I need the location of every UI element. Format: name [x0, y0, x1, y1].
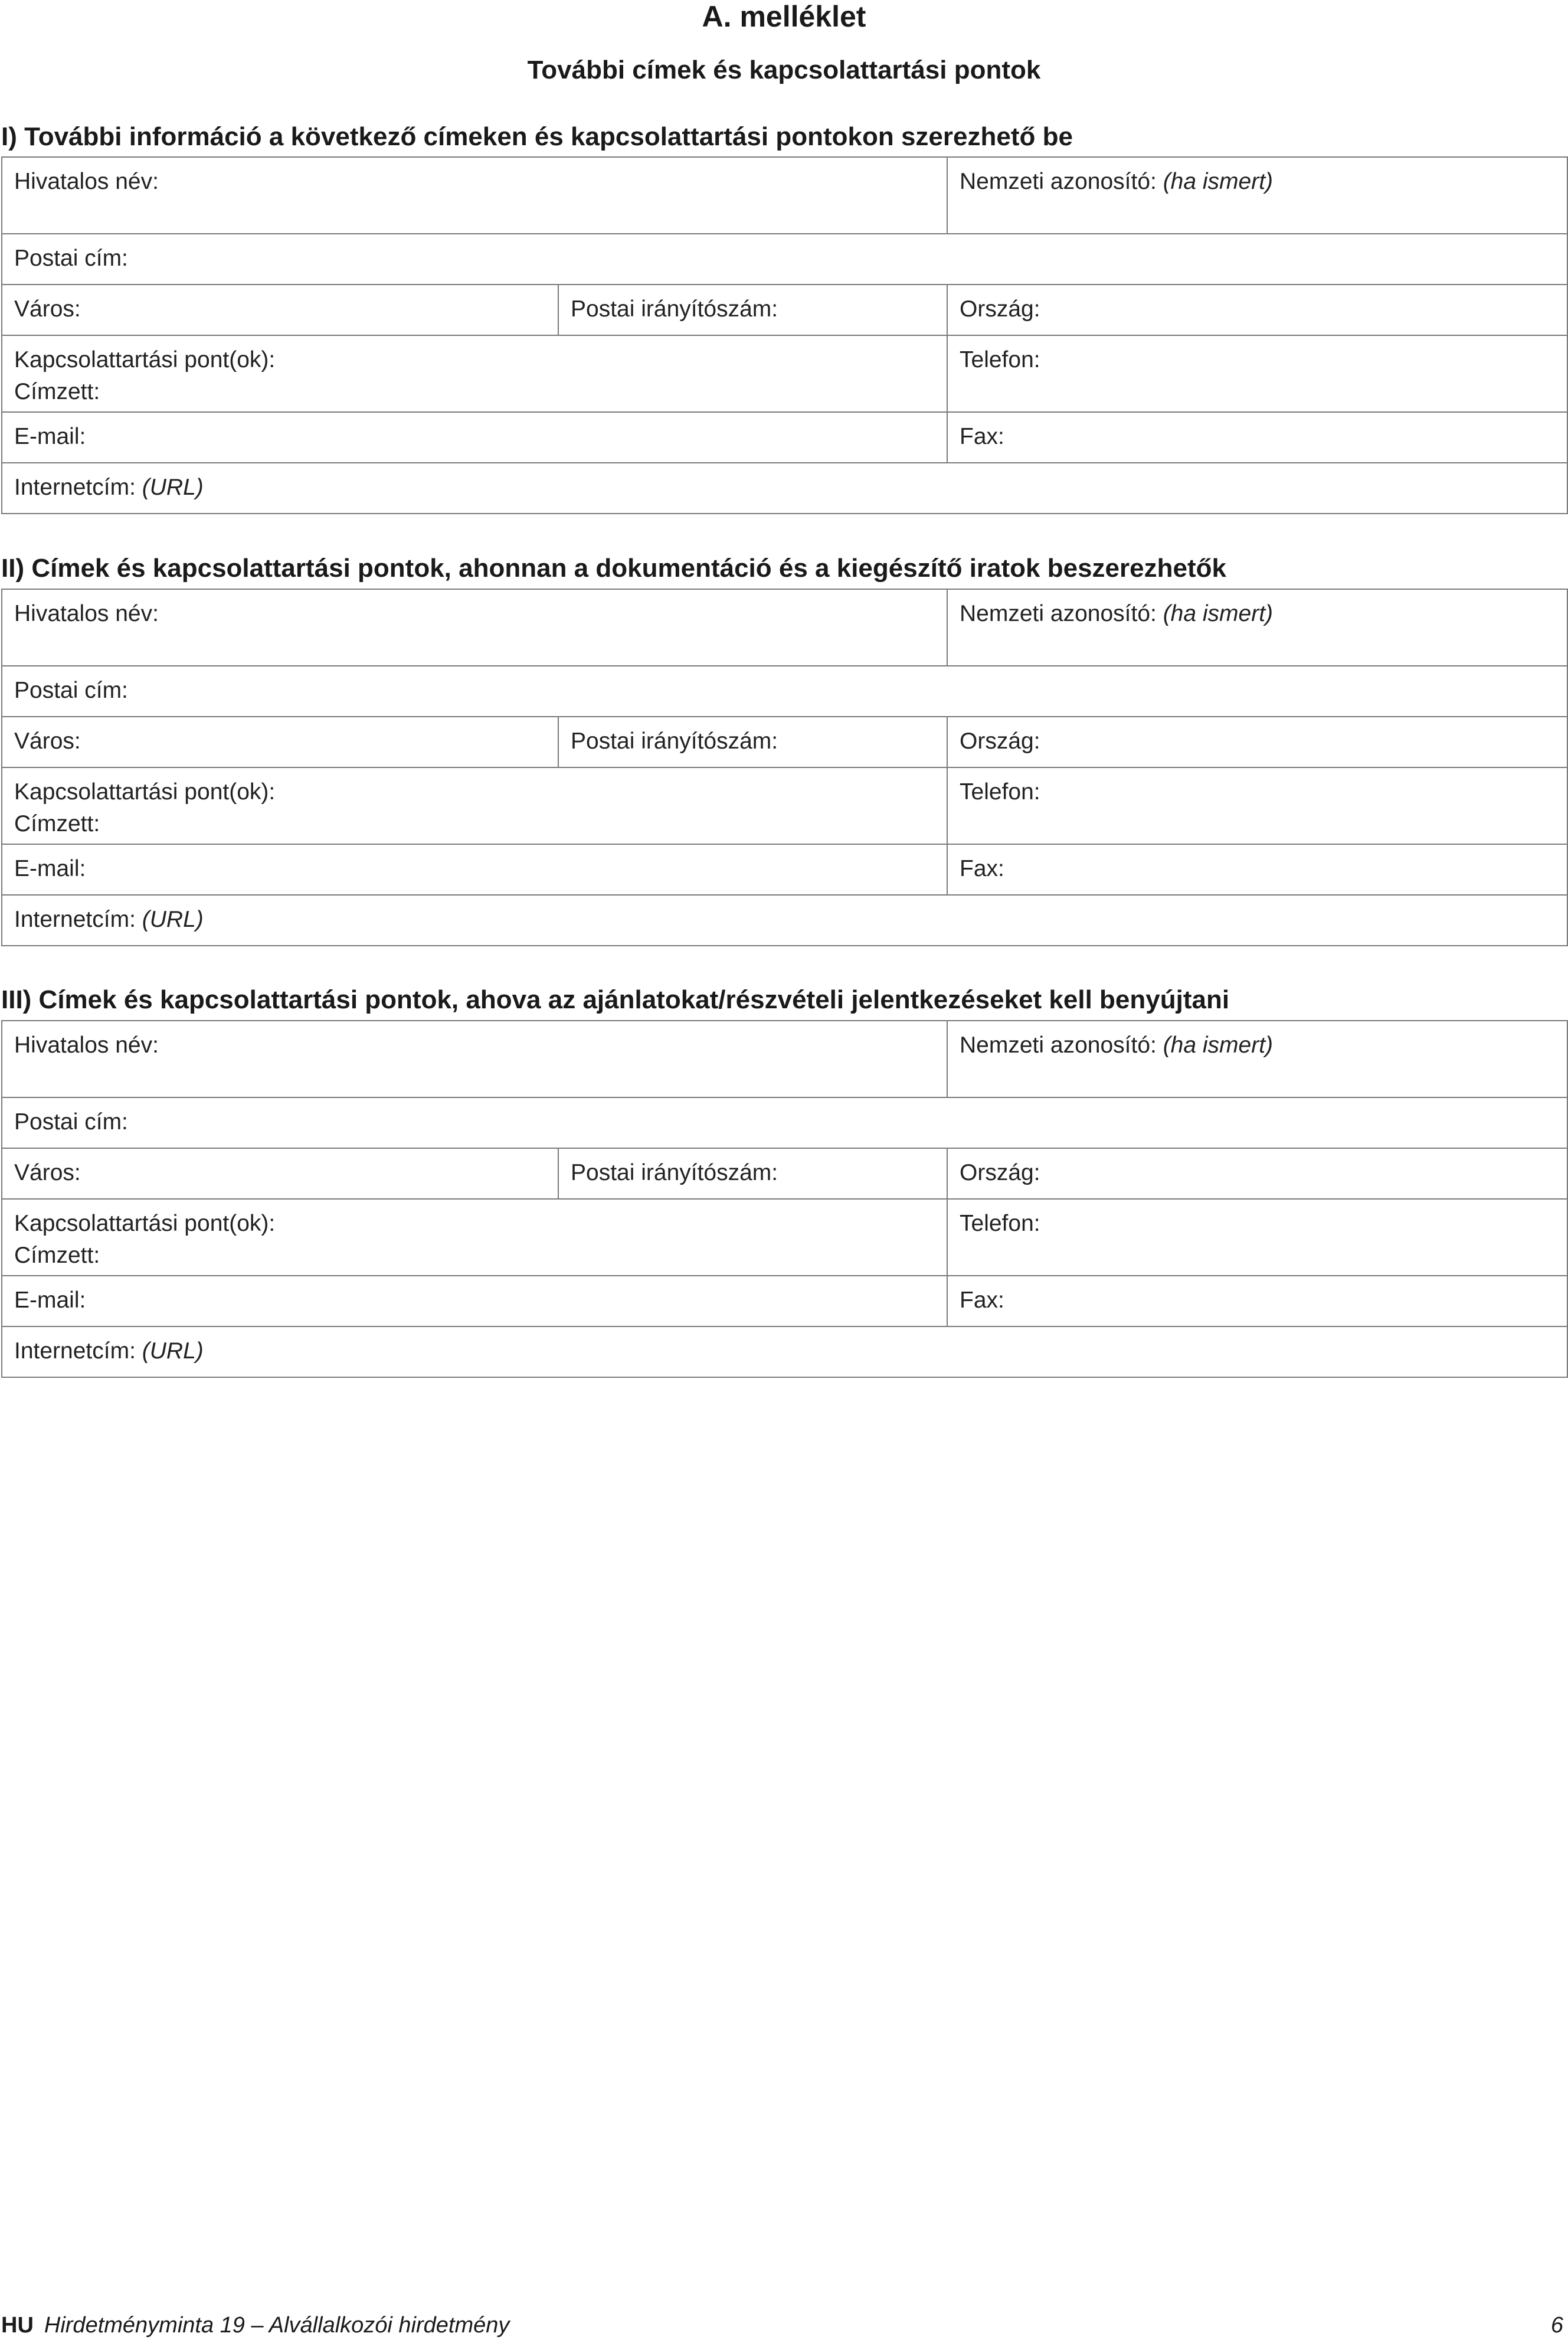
- postal-code-field[interactable]: [558, 285, 947, 335]
- postal-code-field[interactable]: [558, 717, 947, 767]
- email-label: E-mail:: [14, 424, 86, 449]
- official-name-field[interactable]: [2, 1021, 947, 1097]
- official-name-field[interactable]: [2, 589, 947, 666]
- address-form-table: [1, 589, 1568, 946]
- fax-label: Fax:: [960, 424, 1004, 449]
- internet-hint: (URL): [142, 1338, 204, 1364]
- page-number: 6: [1550, 2313, 1563, 2338]
- postal-code-label: Postai irányítószám:: [571, 296, 778, 322]
- internet-label: Internetcím:: [14, 475, 136, 500]
- recipient-label: Címzett:: [14, 1243, 100, 1268]
- postal-address-label: Postai cím:: [14, 678, 128, 703]
- email-field[interactable]: [2, 844, 947, 895]
- fax-label: Fax:: [960, 1287, 1004, 1313]
- fax-field[interactable]: [947, 412, 1567, 463]
- official-name-label: Hivatalos név:: [14, 169, 159, 194]
- country-label: Ország:: [960, 296, 1040, 322]
- recipient-label: Címzett:: [14, 379, 100, 404]
- internet-label: Internetcím:: [14, 1338, 136, 1364]
- contact-points-field[interactable]: [2, 335, 947, 412]
- city-label: Város:: [14, 728, 81, 754]
- postal-address-label: Postai cím:: [14, 1109, 128, 1135]
- postal-address-field[interactable]: [2, 666, 1567, 717]
- fax-field[interactable]: [947, 844, 1567, 895]
- phone-field[interactable]: [947, 335, 1567, 412]
- official-name-label: Hivatalos név:: [14, 1032, 159, 1058]
- section-heading: I) További információ a következő címeken és kapcsolattartási pontokon szerezhető be: [1, 122, 1073, 151]
- official-name-label: Hivatalos név:: [14, 601, 159, 626]
- internet-hint: (URL): [142, 907, 204, 932]
- footer-document-title: Hirdetményminta 19 – Alvállalkozói hirdetmény: [44, 2313, 510, 2338]
- email-field[interactable]: [2, 1276, 947, 1326]
- email-label: E-mail:: [14, 856, 86, 881]
- postal-address-field[interactable]: [2, 234, 1567, 285]
- footer-language: HU: [1, 2313, 34, 2338]
- internet-address-field[interactable]: [2, 463, 1567, 514]
- internet-address-field[interactable]: [2, 895, 1567, 946]
- fax-label: Fax:: [960, 856, 1004, 881]
- city-field[interactable]: [2, 717, 558, 767]
- national-id-label: Nemzeti azonosító:: [960, 169, 1157, 194]
- country-field[interactable]: [947, 1148, 1567, 1199]
- national-id-field[interactable]: [947, 1021, 1567, 1097]
- national-id-field[interactable]: [947, 157, 1567, 234]
- internet-hint: (URL): [142, 475, 204, 500]
- phone-field[interactable]: [947, 1199, 1567, 1276]
- postal-code-field[interactable]: [558, 1148, 947, 1199]
- city-field[interactable]: [2, 285, 558, 335]
- recipient-label: Címzett:: [14, 811, 100, 836]
- internet-address-field[interactable]: [2, 1326, 1567, 1377]
- contact-points-field[interactable]: [2, 1199, 947, 1276]
- annex-title: A. melléklet: [702, 0, 866, 33]
- contact-points-label: Kapcsolattartási pont(ok):: [14, 347, 276, 372]
- city-label: Város:: [14, 1160, 81, 1185]
- section-heading: III) Címek és kapcsolattartási pontok, ahova az ajánlatokat/részvételi jelentkezéseket kell benyújtani: [1, 985, 1230, 1014]
- national-id-hint: (ha ismert): [1163, 1032, 1274, 1058]
- phone-label: Telefon:: [960, 347, 1040, 372]
- postal-code-label: Postai irányítószám:: [571, 728, 778, 754]
- country-field[interactable]: [947, 717, 1567, 767]
- postal-address-label: Postai cím:: [14, 246, 128, 271]
- country-field[interactable]: [947, 285, 1567, 335]
- contact-points-field[interactable]: [2, 767, 947, 844]
- page-footer: [1, 2311, 509, 2339]
- fax-field[interactable]: [947, 1276, 1567, 1326]
- city-field[interactable]: [2, 1148, 558, 1199]
- country-label: Ország:: [960, 1160, 1040, 1185]
- contact-points-label: Kapcsolattartási pont(ok):: [14, 779, 276, 805]
- address-form-table: [1, 156, 1568, 514]
- city-label: Város:: [14, 296, 81, 322]
- national-id-hint: (ha ismert): [1163, 601, 1274, 626]
- contact-points-label: Kapcsolattartási pont(ok):: [14, 1211, 276, 1236]
- address-form-table: [1, 1020, 1568, 1378]
- national-id-label: Nemzeti azonosító:: [960, 601, 1157, 626]
- email-label: E-mail:: [14, 1287, 86, 1313]
- phone-label: Telefon:: [960, 779, 1040, 805]
- internet-label: Internetcím:: [14, 907, 136, 932]
- phone-field[interactable]: [947, 767, 1567, 844]
- national-id-field[interactable]: [947, 589, 1567, 666]
- national-id-label: Nemzeti azonosító:: [960, 1032, 1157, 1058]
- official-name-field[interactable]: [2, 157, 947, 234]
- annex-subtitle: További címek és kapcsolattartási pontok: [527, 55, 1041, 84]
- country-label: Ország:: [960, 728, 1040, 754]
- section-heading: II) Címek és kapcsolattartási pontok, ahonnan a dokumentáció és a kiegészítő iratok beszerezhetők: [1, 554, 1226, 583]
- email-field[interactable]: [2, 412, 947, 463]
- postal-code-label: Postai irányítószám:: [571, 1160, 778, 1185]
- national-id-hint: (ha ismert): [1163, 169, 1274, 194]
- phone-label: Telefon:: [960, 1211, 1040, 1236]
- postal-address-field[interactable]: [2, 1097, 1567, 1148]
